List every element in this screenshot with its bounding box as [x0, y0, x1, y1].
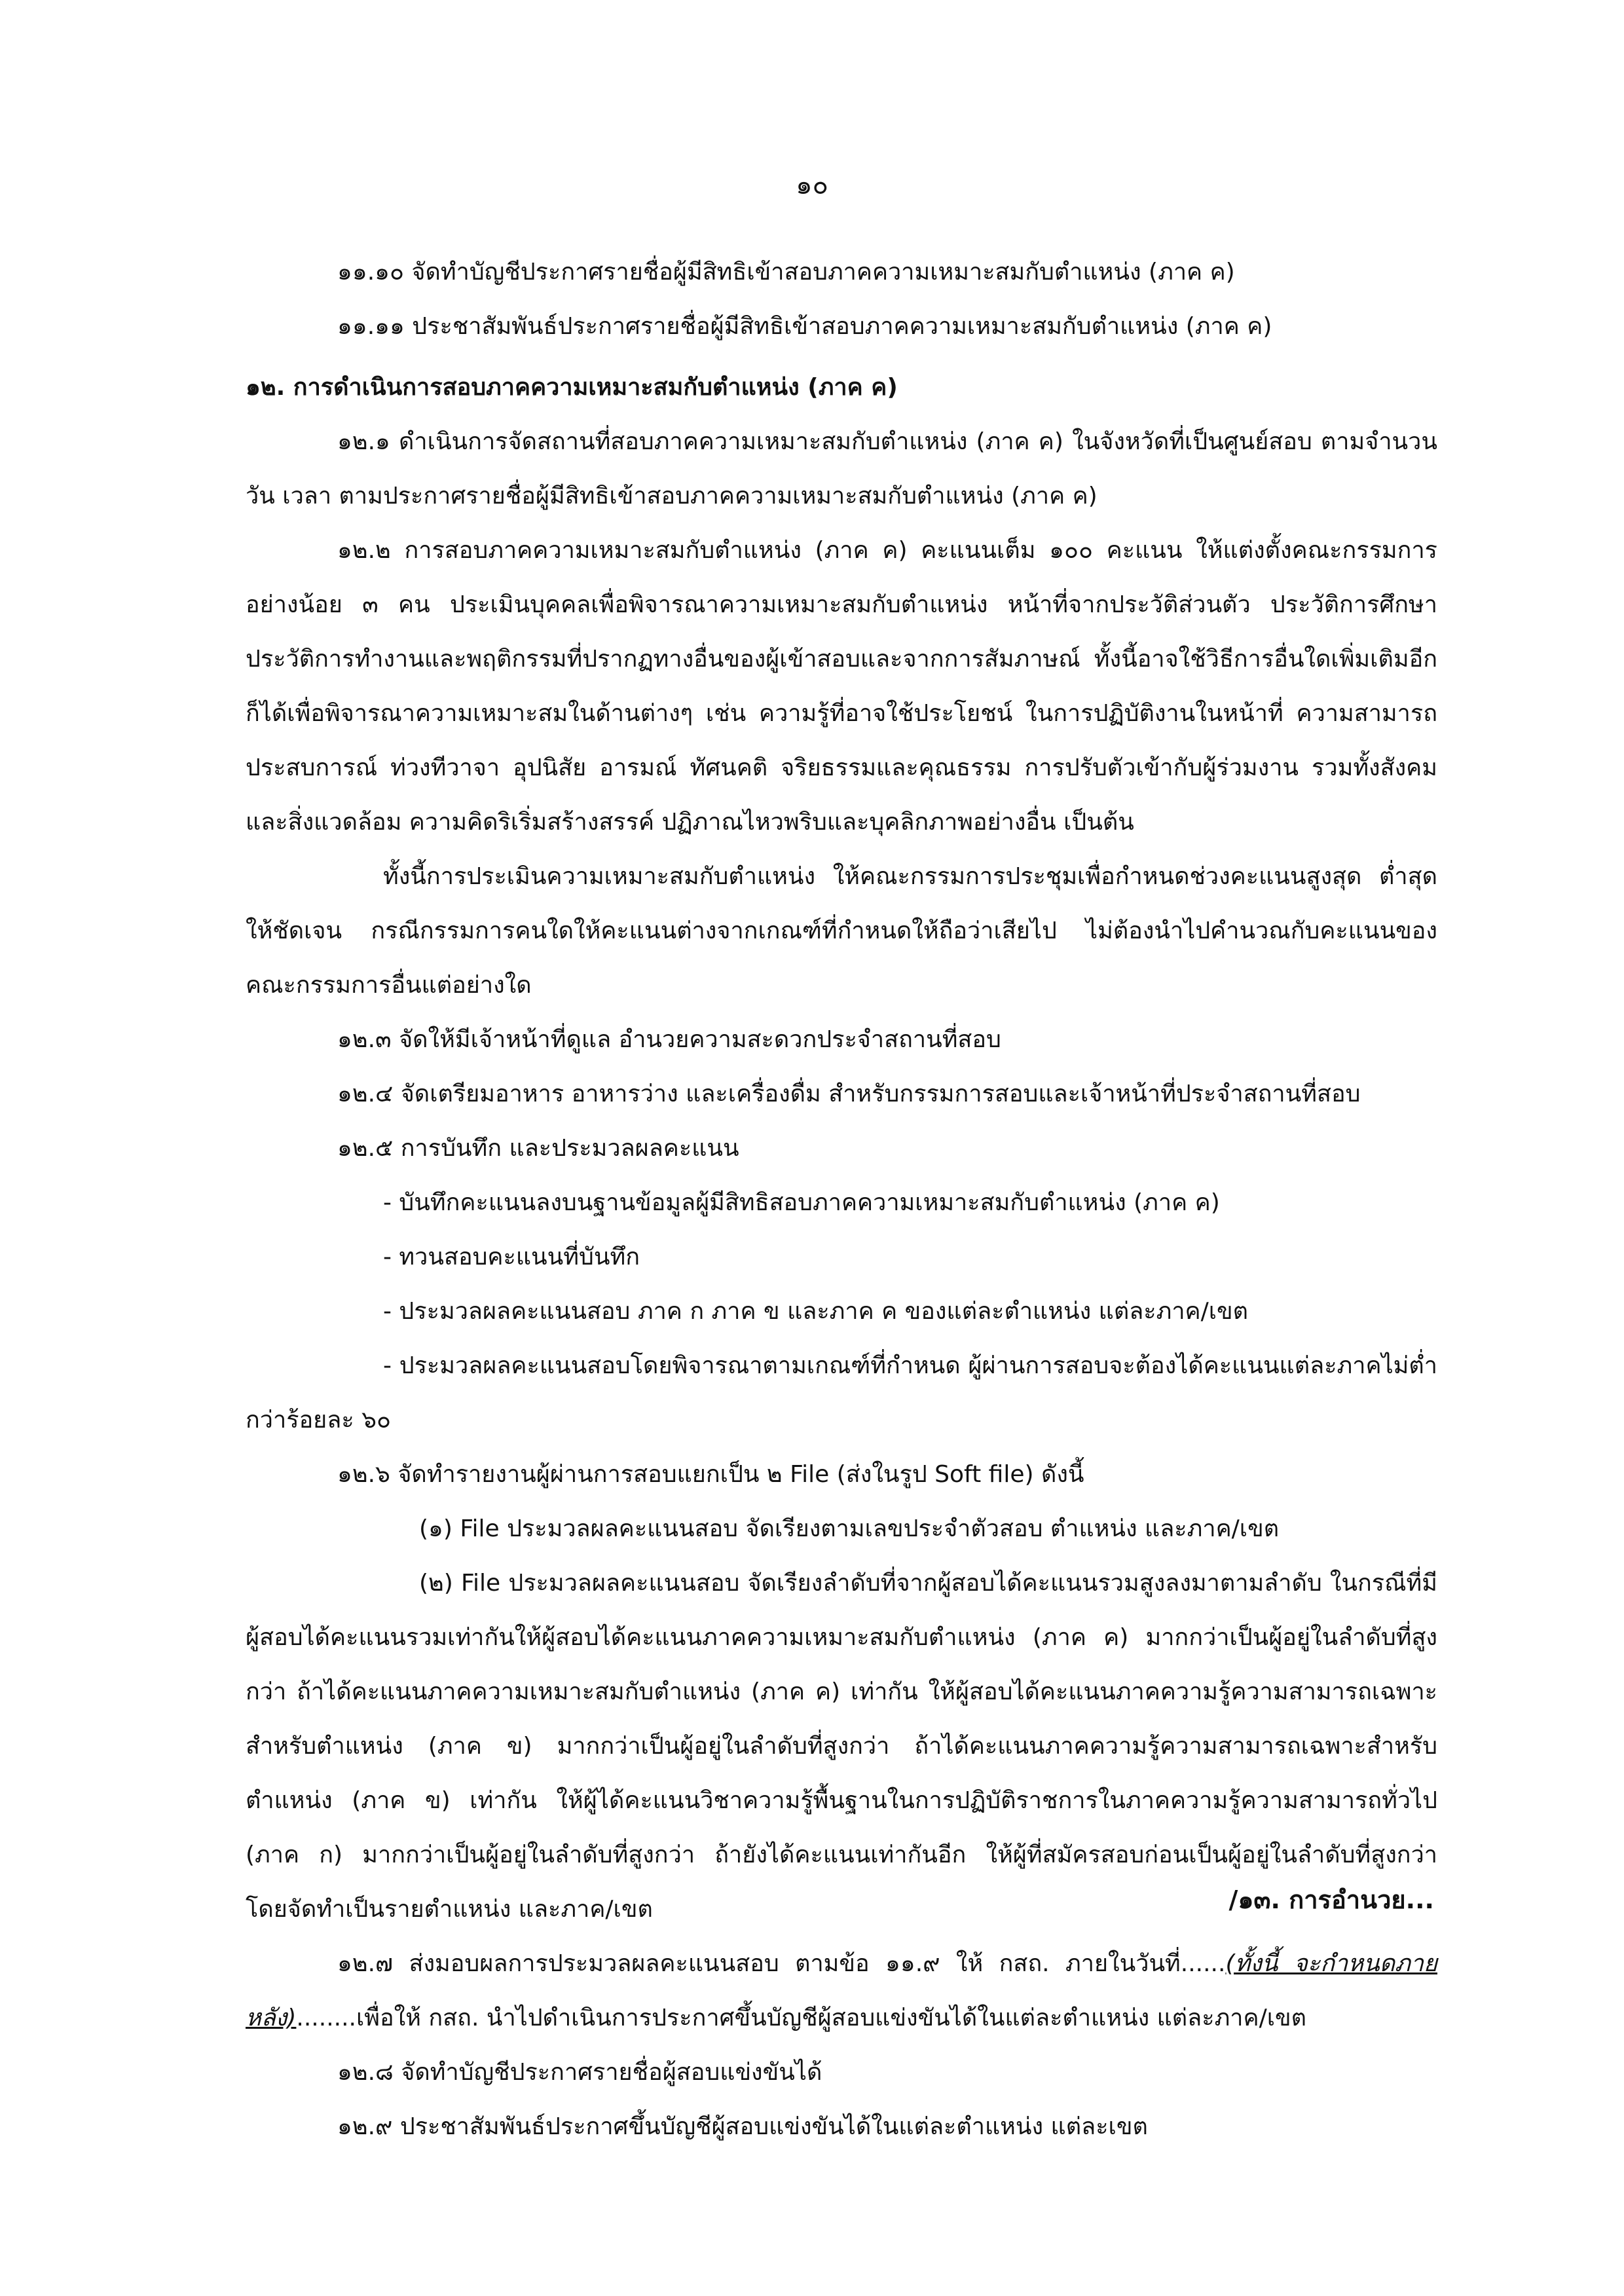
item-12-6: ๑๒.๖ จัดทำรายงานผู้ผ่านการสอบแยกเป็น ๒ File (ส่งในรูป Soft file) ดังนี้ — [337, 1461, 1084, 1488]
item-12-8: ๑๒.๘ จัดทำบัญชีประกาศรายชื่อผู้สอบแข่งขันได้ — [337, 2059, 822, 2086]
item-12-2-note — [246, 849, 1437, 1012]
page-number: ๑๐ — [796, 170, 828, 200]
item-12-2 — [246, 523, 1437, 849]
bullet-process-scores: - ประมวลผลคะแนนสอบ ภาค ก ภาค ข และภาค ค ของแต่ละตำแหน่ง แต่ละภาค/เขต — [383, 1298, 1249, 1325]
item-12-4: ๑๒.๔ จัดเตรียมอาหาร อาหารว่าง และเครื่องดื่ม สำหรับกรรมการสอบและเจ้าหน้าที่ประจำสถานที่สอบ — [337, 1081, 1361, 1107]
item-12-2-note-text: ทั้งนี้การประเมินความเหมาะสมกับตำแหน่ง ให้คณะกรรมการประชุมเพื่อกำหนดช่วงคะแนนสูงสุด ต่ำสุด ให้ชัดเจน กรณีกรรมการคนใดให้คะแนนต่างจากเกณฑ์ที่กำหนดให้ถือว่าเสียไป ไม่ต้องนำไปคำนวณกับคะแนนของคณะกรรมการอื่นแต่อย่างใด — [246, 863, 1437, 999]
bullet-verify-scores: - ทวนสอบคะแนนที่บันทึก — [383, 1244, 640, 1270]
bullet-criteria — [246, 1339, 1437, 1447]
item-12-7-part-b: (ทั้งนี้ จะกำหนดภายหลัง) — [246, 1950, 1437, 2031]
file-2-text: (๒) File ประมวลผลคะแนนสอบ จัดเรียงลำดับที่จากผู้สอบได้คะแนนรวมสูงลงมาตามลำดับ ในกรณีที่มีผู้สอบได้คะแนนรวมเท่ากันให้ผู้สอบได้คะแนนภาคความเหมาะสมกับตำแหน่ง (ภาค ค) มากกว่าเป็นผู้อยู่ในลำดับที่สูงกว่า ถ้าได้คะแนนภาคความเหมาะสมกับตำแหน่ง (ภาค ค) เท่ากัน ให้ผู้สอบได้คะแนนภาคความรู้ความสามารถเฉพาะสำหรับตำแหน่ง (ภาค ข) มากกว่าเป็นผู้อยู่ในลำดับที่สูงกว่า ถ้าได้คะแนนภาคความรู้ความสามารถเฉพาะสำหรับตำแหน่ง (ภาค ข) เท่ากัน ให้ผู้ได้คะแนนวิชาความรู้พื้นฐานในการปฏิบัติราชการในภาคความรู้ความสามารถทั่วไป (ภาค ก) มากกว่าเป็นผู้อยู่ในลำดับที่สูงกว่า ถ้ายังได้คะแนนเท่ากันอีก ให้ผู้ที่สมัครสอบก่อนเป็นผู้อยู่ในลำดับที่สูงกว่า โดยจัดทำเป็นรายตำแหน่ง และภาค/เขต — [246, 1570, 1437, 1923]
item-12-1-text: ๑๒.๑ ดำเนินการจัดสถานที่สอบภาคความเหมาะสมกับตำแหน่ง (ภาค ค) ในจังหวัดที่เป็นศูนย์สอบ ตามจำนวน วัน เวลา ตามประกาศรายชื่อผู้มีสิทธิเข้าสอบภาคความเหมาะสมกับตำแหน่ง (ภาค ค) — [246, 428, 1437, 509]
item-12-7-part-c: ........เพื่อให้ กสถ. นำไปดำเนินการประกาศขึ้นบัญชีผู้สอบแข่งขันได้ในแต่ละตำแหน่ง แต่ละภาค/เขต — [296, 2005, 1307, 2031]
item-12-9: ๑๒.๙ ประชาสัมพันธ์ประกาศขึ้นบัญชีผู้สอบแข่งขันได้ในแต่ละตำแหน่ง แต่ละเขต — [337, 2113, 1148, 2140]
item-11-11: ๑๑.๑๑ ประชาสัมพันธ์ประกาศรายชื่อผู้มีสิทธิเข้าสอบภาคความเหมาะสมกับตำแหน่ง (ภาค ค) — [337, 313, 1272, 340]
item-12-3: ๑๒.๓ จัดให้มีเจ้าหน้าที่ดูแล อำนวยความสะดวกประจำสถานที่สอบ — [337, 1026, 1001, 1053]
item-12-1 — [246, 415, 1437, 523]
item-12-2-text: ๑๒.๒ การสอบภาคความเหมาะสมกับตำแหน่ง (ภาค ค) คะแนนเต็ม ๑๐๐ คะแนน ให้แต่งตั้งคณะกรรมการอย่างน้อย ๓ คน ประเมินบุคคลเพื่อพิจารณาความเหมาะสมกับตำแหน่ง หน้าที่จากประวัติส่วนตัว ประวัติการศึกษา ประวัติการทำงานและพฤติกรรมที่ปรากฏทางอื่นของผู้เข้าสอบและจากการสัมภาษณ์ ทั้งนี้อาจใช้วิธีการอื่นใดเพิ่มเติมอีกก็ได้เพื่อพิจารณาความเหมาะสมในด้านต่างๆ เช่น ความรู้ที่อาจใช้ประโยชน์ ในการปฏิบัติงานในหน้าที่ ความสามารถ ประสบการณ์ ท่วงทีวาจา อุปนิสัย อารมณ์ ทัศนคติ จริยธรรมและคุณธรรม การปรับตัวเข้ากับผู้ร่วมงาน รวมทั้งสังคมและสิ่งแวดล้อม ความคิดริเริ่มสร้างสรรค์ ปฏิภาณไหวพริบและบุคลิกภาพอย่างอื่น เป็นต้น — [246, 537, 1437, 836]
section-heading-12: ๑๒. การดำเนินการสอบภาคความเหมาะสมกับตำแหน่ง (ภาค ค) — [246, 374, 898, 401]
item-12-7-part-a: ๑๒.๗ ส่งมอบผลการประมวลผลคะแนนสอบ ตามข้อ ๑๑.๙ ให้ กสถ. ภายในวันที่...... — [337, 1950, 1226, 1977]
item-12-7 — [246, 1936, 1437, 2045]
file-1: (๑) File ประมวลผลคะแนนสอบ จัดเรียงตามเลขประจำตัวสอบ ตำแหน่ง และภาค/เขต — [419, 1515, 1280, 1542]
item-11-10: ๑๑.๑๐ จัดทำบัญชีประกาศรายชื่อผู้มีสิทธิเข้าสอบภาคความเหมาะสมกับตำแหน่ง (ภาค ค) — [337, 259, 1235, 286]
bullet-criteria-text: - ประมวลผลคะแนนสอบโดยพิจารณาตามเกณฑ์ที่กำหนด ผู้ผ่านการสอบจะต้องได้คะแนนแต่ละภาคไม่ต่ำกว่าร้อยละ ๖๐ — [246, 1352, 1437, 1434]
continuation-note: /๑๓. การอำนวย... — [1228, 1885, 1434, 1914]
item-12-5: ๑๒.๕ การบันทึก และประมวลผลคะแนน — [337, 1135, 739, 1162]
bullet-record-scores: - บันทึกคะแนนลงบนฐานข้อมูลผู้มีสิทธิสอบภาคความเหมาะสมกับตำแหน่ง (ภาค ค) — [383, 1189, 1220, 1216]
